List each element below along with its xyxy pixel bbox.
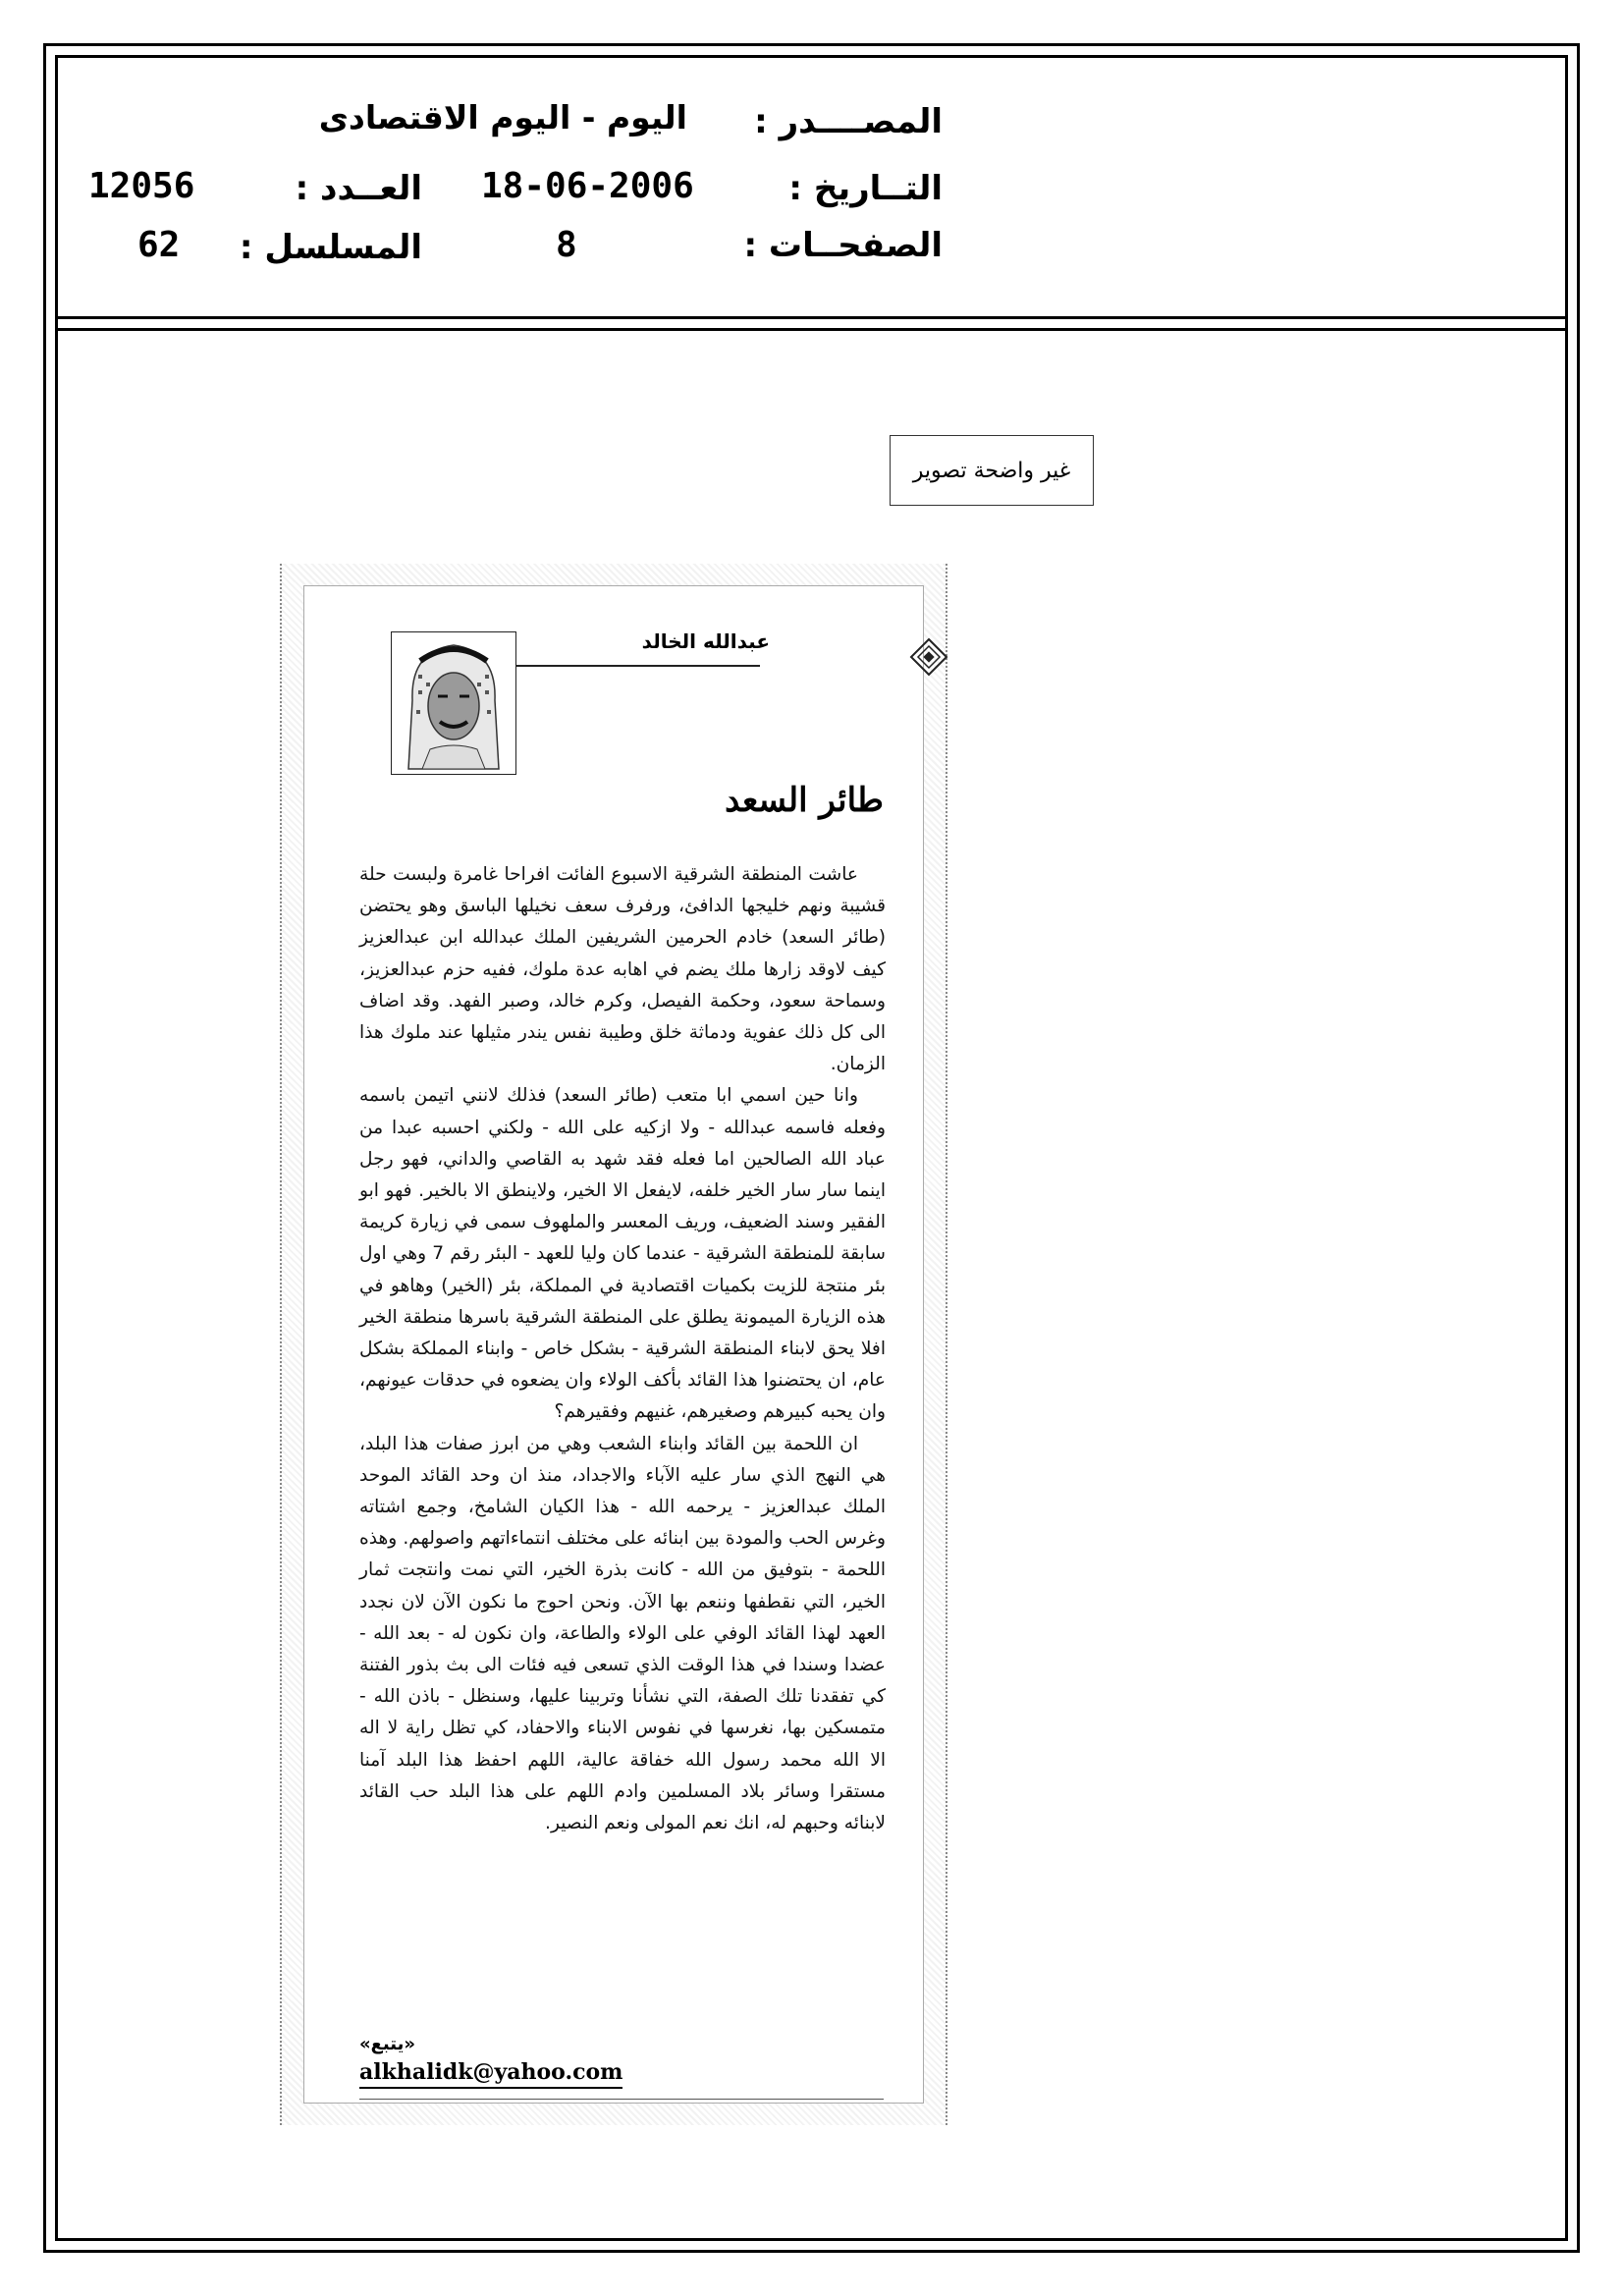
image-quality-note: غير واضحة تصوير: [890, 435, 1094, 506]
source-label: المصــــدر :: [754, 102, 943, 141]
header-divider: [55, 316, 1568, 319]
serial-value: 62: [137, 225, 181, 265]
author-bar: [330, 616, 947, 684]
serial-label: المسلسل :: [239, 228, 422, 267]
source-value: اليوم - اليوم الاقتصادى: [318, 98, 687, 137]
paragraph: عاشت المنطقة الشرقية الاسبوع الفائت افراحا غامرة ولبست حلة قشيبة ونهم خليجها الدافئ، ورفرف سعف نخيلها الباسق وهو يحتضن (طائر السعد) خادم الحرمين الشريفين الملك عبدالله ابن عبدالعزيز كيف لاوقد زارها ملك يضم في اهابه عدة ملوك، ففيه حزم عبدالعزيز، وسماحة سعود، وحكمة الفيصل، وكرم خالد، وصبر الفهد. وقد اضاف الى كل ذلك عفوية ودماثة خلق وطيبة نفس يندر مثيلها عند ملوك هذا الزمان.: [359, 864, 886, 1075]
newspaper-clipping: [280, 564, 947, 2125]
follow-note: «يتبع»: [359, 2034, 416, 2054]
to-be-continued: [359, 2034, 923, 2054]
issue-value: 12056: [88, 166, 195, 206]
clipping-body: [303, 585, 924, 2104]
footer-rule: [359, 2099, 884, 2100]
pages-label: الصفحــات :: [743, 226, 943, 265]
author-email: alkhalidk@yahoo.com: [359, 2059, 622, 2089]
issue-label: العــدد :: [295, 169, 422, 208]
paragraph: وانا حين اسمي ابا متعب (طائر السعد) فذلك لانني اتيمن باسمه وفعله فاسمه عبدالله - ولا ازكيه على الله - ولكني احسبه عبدا من عباد الله الصالحين اما فعله فقد شهد به القاصي والداني، فهو رجل اينما سار سار الخير خلفه، لايفعل الا الخير، ولاينطق الا بالخير. فهو ابو الفقير وسند الضعيف، وريف المعسر والملهوف سمى في زيارة كريمة سابقة للمنطقة الشرقية - عندما كان وليا للعهد - البئر رقم 7 وهي اول بئر منتجة للزيت بكميات اقتصادية في المملكة، بئر (الخير) وهاهو في هذه الزيارة الميمونة يطلق على المنطقة الشرقية باسرها منطقة الخير افلا يحق لابناء المنطقة الشرقية - بشكل خاص - وابناء المملكة بشكل عام، ان يحتضنوا هذا القائد بأكف الولاء وان يضعوه في حدقات عيونهم، وان يحبه كبيرهم وصغيرهم، غنيهم وفقيرهم؟: [359, 1085, 886, 1423]
pages-value: 8: [556, 225, 577, 265]
author-name: عبدالله الخالد: [641, 629, 770, 653]
ornament-icon: [909, 637, 948, 677]
article-title: طائر السعد: [725, 781, 884, 820]
author-photo: [391, 631, 516, 775]
article-body: [359, 859, 886, 1839]
paragraph: ان اللحمة بين القائد وابناء الشعب وهي من ابرز صفات هذا البلد، هي النهج الذي سار عليه الآباء والاجداد، منذ ان وحد القائد الموحد الملك عبدالعزيز - يرحمه الله - هذا الكيان الشامخ، وجمع اشتاته وغرس الحب والمودة بين ابنائه على مختلف انتماءاتهم واصولهم. وهذه اللحمة - بتوفيق من الله - كانت بذرة الخير، التي نمت وانتجت ثمار الخير، التي نقطفها وننعم بها الآن. ونحن احوج ما نكون الآن لان نجدد العهد لهذا القائد الوفي على الولاء والطاعة، وان نكون له - بعد الله - عضدا وسندا في هذا الوقت الذي تسعى فيه فئات الى بث بذور الفتنة كي تفقدنا تلك الصفة، التي نشأنا وتربينا عليها، وسنظل - باذن الله - متمسكين بها، نغرسها في نفوس الابناء والاحفاد، كي تظل راية لا اله الا الله محمد رسول الله خفاقة عالية، اللهم احفظ هذا البلد آمنا مستقرا وسائر بلاد المسلمين وادم اللهم على هذا البلد حب القائد لابنائه وحبهم له، انك نعم المولى ونعم النصير.: [359, 1433, 886, 1834]
date-label: التــاريخ :: [788, 169, 943, 208]
date-value: 18-06-2006: [481, 166, 694, 206]
header-divider: [55, 328, 1568, 331]
